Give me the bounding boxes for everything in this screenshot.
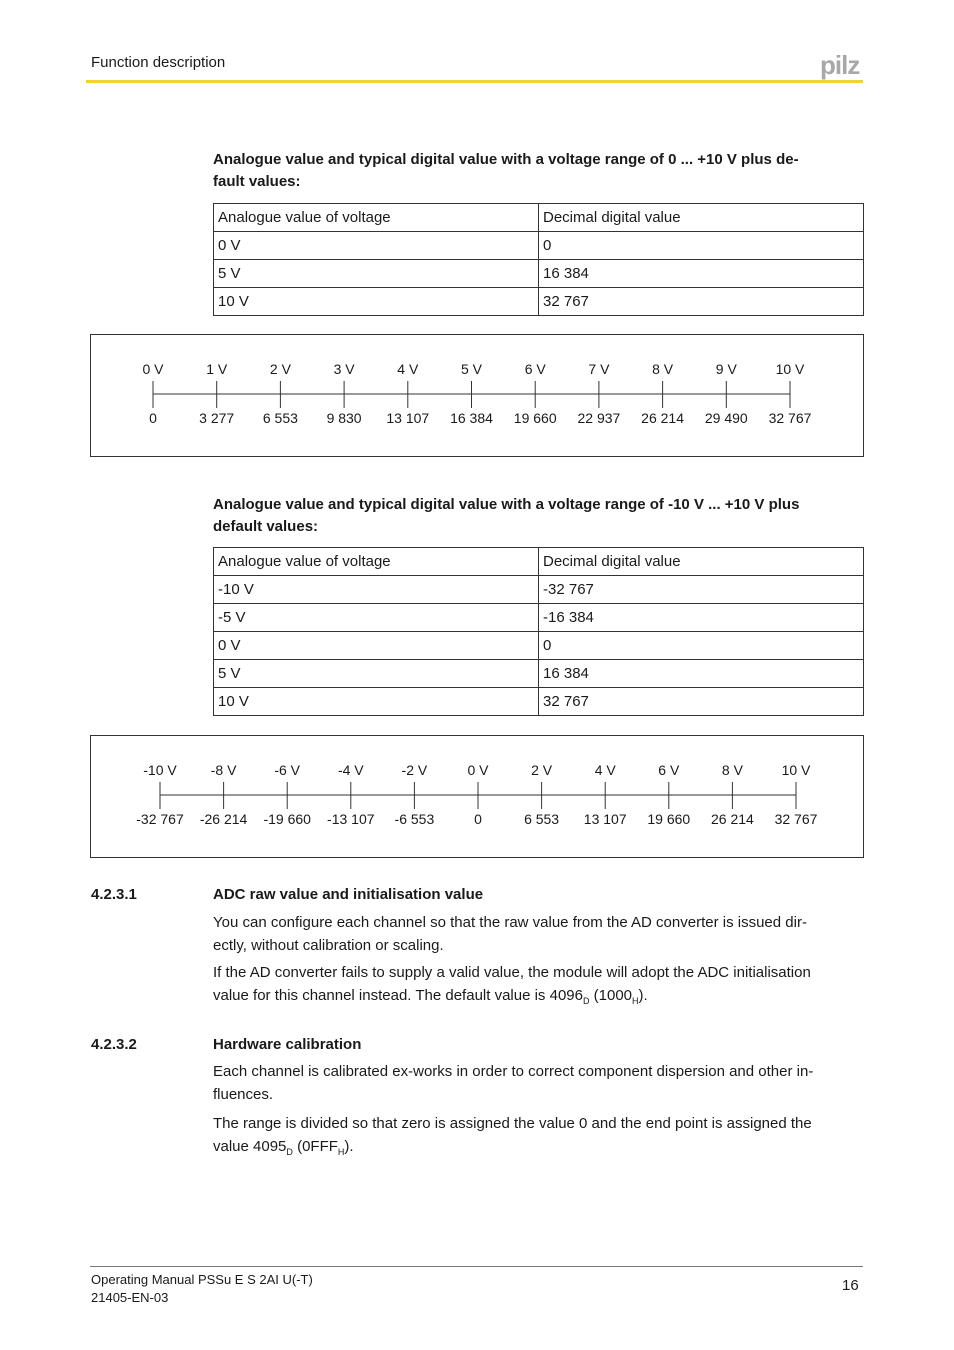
paragraph bbox=[213, 911, 858, 957]
voltage-label: -8 V bbox=[210, 762, 237, 778]
digital-value-label: 32 767 bbox=[768, 410, 812, 426]
section-title: Hardware calibration bbox=[213, 1036, 362, 1053]
table-cell: 32 767 bbox=[539, 688, 864, 716]
table-row bbox=[214, 576, 864, 604]
voltage-label: -4 V bbox=[337, 762, 364, 778]
digital-value-label: 32 767 bbox=[774, 811, 818, 827]
subscript: D bbox=[582, 996, 590, 1006]
table-cell: 16 384 bbox=[539, 660, 864, 688]
voltage-label: 4 V bbox=[397, 361, 419, 377]
page-number: 16 bbox=[842, 1277, 859, 1294]
digital-value-label: -6 553 bbox=[394, 811, 435, 827]
digital-value-label: 26 214 bbox=[710, 811, 754, 827]
text-run: (0FFF bbox=[292, 1138, 338, 1155]
digital-value-label: 6 553 bbox=[262, 410, 298, 426]
digital-value-label: 3 277 bbox=[199, 410, 235, 426]
table-cell: 10 V bbox=[214, 288, 539, 316]
section-number: 4.2.3.2 bbox=[91, 1036, 137, 1053]
digital-value-label: 22 937 bbox=[577, 410, 621, 426]
voltage-label: 4 V bbox=[594, 762, 616, 778]
paragraph bbox=[213, 1112, 858, 1164]
table-header-cell: Analogue value of voltage bbox=[214, 548, 539, 576]
section-number: 4.2.3.1 bbox=[91, 886, 137, 903]
scale1-svg bbox=[91, 335, 863, 456]
table-row bbox=[214, 688, 864, 716]
voltage-label: 8 V bbox=[721, 762, 743, 778]
voltage-label: -10 V bbox=[143, 762, 177, 778]
voltage-label: 1 V bbox=[206, 361, 228, 377]
digital-value-label: 13 107 bbox=[386, 410, 430, 426]
section2-heading-line2: default values: bbox=[213, 518, 319, 535]
table-cell: 16 384 bbox=[539, 260, 864, 288]
digital-value-label: -19 660 bbox=[263, 811, 311, 827]
paragraph-line: If the AD converter fails to supply a valid value, the module will adopt the ADC initialisation bbox=[213, 964, 811, 981]
table-cell: -10 V bbox=[214, 576, 539, 604]
digital-value-label: -13 107 bbox=[327, 811, 375, 827]
scale-diagram-0-10v bbox=[90, 334, 864, 457]
voltage-label: -2 V bbox=[401, 762, 428, 778]
text-run: ). bbox=[638, 987, 648, 1004]
voltage-label: 3 V bbox=[333, 361, 355, 377]
table-header-row bbox=[214, 204, 864, 232]
digital-value-label: 29 490 bbox=[704, 410, 748, 426]
section-title: ADC raw value and initialisation value bbox=[213, 886, 484, 903]
paragraph-line bbox=[213, 1135, 858, 1164]
table-row bbox=[214, 660, 864, 688]
table-row bbox=[214, 604, 864, 632]
header-title: Function description bbox=[91, 54, 226, 71]
voltage-label: 6 V bbox=[524, 361, 546, 377]
digital-value-label: -32 767 bbox=[136, 811, 184, 827]
paragraph-line: You can configure each channel so that the raw value from the AD converter is issued dir- bbox=[213, 914, 807, 931]
table-cell: 5 V bbox=[214, 660, 539, 688]
voltage-label: 8 V bbox=[652, 361, 674, 377]
section1-heading-line2: fault values: bbox=[213, 173, 301, 190]
scale-diagram-minus10-10v bbox=[90, 735, 864, 858]
table-row bbox=[214, 632, 864, 660]
table-cell: -5 V bbox=[214, 604, 539, 632]
voltage-label: 6 V bbox=[658, 762, 680, 778]
footer-rule bbox=[90, 1266, 863, 1267]
table-cell: -16 384 bbox=[539, 604, 864, 632]
digital-value-label: 6 553 bbox=[524, 811, 560, 827]
table-row bbox=[214, 232, 864, 260]
section2-heading bbox=[213, 494, 853, 538]
paragraph-line: fluences. bbox=[213, 1086, 274, 1103]
section1-table bbox=[213, 203, 864, 316]
voltage-label: 5 V bbox=[460, 361, 483, 377]
voltage-label: 2 V bbox=[269, 361, 291, 377]
paragraph bbox=[213, 961, 858, 1013]
paragraph-line: ectly, without calibration or scaling. bbox=[213, 937, 444, 954]
digital-value-label: 9 830 bbox=[326, 410, 362, 426]
subscript: H bbox=[632, 996, 639, 1006]
text-run: ). bbox=[344, 1138, 354, 1155]
digital-value-label: -26 214 bbox=[199, 811, 248, 827]
table-header-cell: Decimal digital value bbox=[539, 204, 864, 232]
digital-value-label: 0 bbox=[474, 811, 482, 827]
digital-value-label: 19 660 bbox=[647, 811, 691, 827]
digital-value-label: 16 384 bbox=[450, 410, 493, 426]
digital-value-label: 0 bbox=[149, 410, 157, 426]
digital-value-label: 19 660 bbox=[513, 410, 557, 426]
voltage-label: 9 V bbox=[715, 361, 737, 377]
voltage-label: 2 V bbox=[531, 762, 553, 778]
footer-doc-number: 21405-EN-03 bbox=[91, 1290, 169, 1305]
table-header-cell: Decimal digital value bbox=[539, 548, 864, 576]
paragraph-line: Each channel is calibrated ex-works in order to correct component dispersion and other in- bbox=[213, 1063, 814, 1080]
digital-value-label: 26 214 bbox=[641, 410, 685, 426]
table-cell: 0 bbox=[539, 632, 864, 660]
voltage-label: -6 V bbox=[274, 762, 301, 778]
paragraph bbox=[213, 1060, 858, 1106]
footer-manual-title: Operating Manual PSSu E S 2AI U(-T) bbox=[91, 1272, 313, 1287]
header-rule bbox=[86, 80, 863, 83]
scale2-svg bbox=[91, 736, 863, 857]
section1-heading-line1: Analogue value and typical digital value with a voltage range of 0 ... +10 V plus de- bbox=[213, 151, 799, 168]
digital-value-label: 13 107 bbox=[583, 811, 627, 827]
section2-heading-line1: Analogue value and typical digital value with a voltage range of -10 V ... +10 V plus bbox=[213, 496, 800, 513]
section1-heading bbox=[213, 149, 853, 193]
table-cell: -32 767 bbox=[539, 576, 864, 604]
table-cell: 32 767 bbox=[539, 288, 864, 316]
voltage-label: 10 V bbox=[775, 361, 805, 377]
voltage-label: 0 V bbox=[142, 361, 164, 377]
text-run: value 4095 bbox=[213, 1138, 287, 1155]
table-header-cell: Analogue value of voltage bbox=[214, 204, 539, 232]
table-cell: 0 V bbox=[214, 632, 539, 660]
voltage-label: 10 V bbox=[781, 762, 811, 778]
text-run: value for this channel instead. The default value is 4096 bbox=[213, 987, 583, 1004]
section2-table bbox=[213, 547, 864, 716]
paragraph-line: The range is divided so that zero is assigned the value 0 and the end point is assigned the bbox=[213, 1115, 812, 1132]
table-cell: 5 V bbox=[214, 260, 539, 288]
voltage-label: 7 V bbox=[588, 361, 610, 377]
table-cell: 0 bbox=[539, 232, 864, 260]
table-row bbox=[214, 288, 864, 316]
subscript: D bbox=[286, 1147, 293, 1157]
paragraph-line bbox=[213, 984, 858, 1013]
text-run: (1000 bbox=[589, 987, 633, 1004]
table-cell: 10 V bbox=[214, 688, 539, 716]
subscript: H bbox=[337, 1147, 345, 1157]
table-header-row bbox=[214, 548, 864, 576]
table-cell: 0 V bbox=[214, 232, 539, 260]
pilz-logo: pilz bbox=[820, 50, 860, 80]
voltage-label: 0 V bbox=[467, 762, 489, 778]
table-row bbox=[214, 260, 864, 288]
